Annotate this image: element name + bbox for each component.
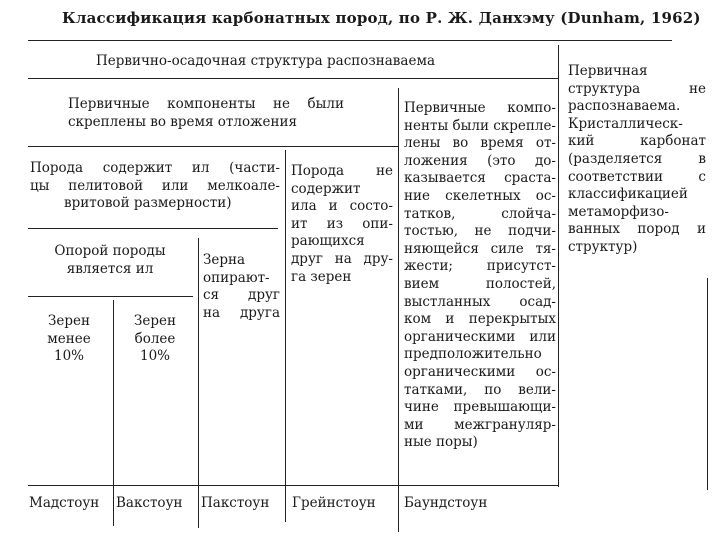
rule-v-bound [398,88,399,532]
rock-name-packstone: Пакстоун [201,495,270,511]
rock-name-mudstone: Мадстоун [29,495,100,511]
document-title: Классификация карбонатных пород, по Р. Ж. Данхэму (Dunham, 1962) [62,9,701,27]
rule-v-grain [198,238,199,528]
mud-supported-cell: Опорой породы является ил [54,243,166,277]
rule-v-grains-lt [113,300,114,526]
rule-under-contains-mud [28,228,278,229]
header-not-bound: Первичные компоненты не были скреплены во время отложения [68,96,344,130]
rule-v-left-recognizable [558,45,559,487]
header-not-recognizable: Первичная структура не распознаваема. Кристаллическ- кий карбонат (разделяется в соответствии с классификацией метаморфизо- ванных пород и структур) [568,63,706,255]
header-bound: Первичные компо- ненты были скрепле- лены во время от- ложения (это до- казывается сраста- ние скелетных ос- татков, слойча- тостью, не подчи- няющейся силе тя- жести; присутст- вием полостей, выстланных осад- ком и перекрытых органическими или предположительно органическими ос- татками, по вели- чине превышающи- ми межгрануляр- ные поры) [404,100,556,451]
grain-supported-cell: Зерна опирают- ся друг на друга [203,252,280,321]
no-mud-cell: Порода не содержит ила и состо- ит из опи- рающихся друг на дру- га зерен [291,163,393,285]
grains-gt-10-cell: Зерен более 10% [133,313,177,365]
contains-mud-cell: Порода содержит ил (части- цы пелитовой или мелкоале- вритовой размерности) [30,160,280,212]
rule-top [28,40,672,41]
header-primary-recognizable: Первично-осадочная структура распознаваема [96,53,435,69]
rock-name-wackestone: Вакстоун [116,495,183,511]
rule-under-recognizable [28,78,558,79]
rule-under-mud-supported [28,296,193,297]
rule-under-not-bound [28,146,398,147]
rule-v-mud [285,150,286,522]
rule-v-right-edge [707,278,708,490]
rule-bottom-header [28,485,558,486]
grains-lt-10-cell: Зерен менее 10% [47,313,91,365]
rock-name-boundstone: Баундстоун [404,495,488,511]
rock-name-grainstone: Грейнстоун [292,495,376,511]
